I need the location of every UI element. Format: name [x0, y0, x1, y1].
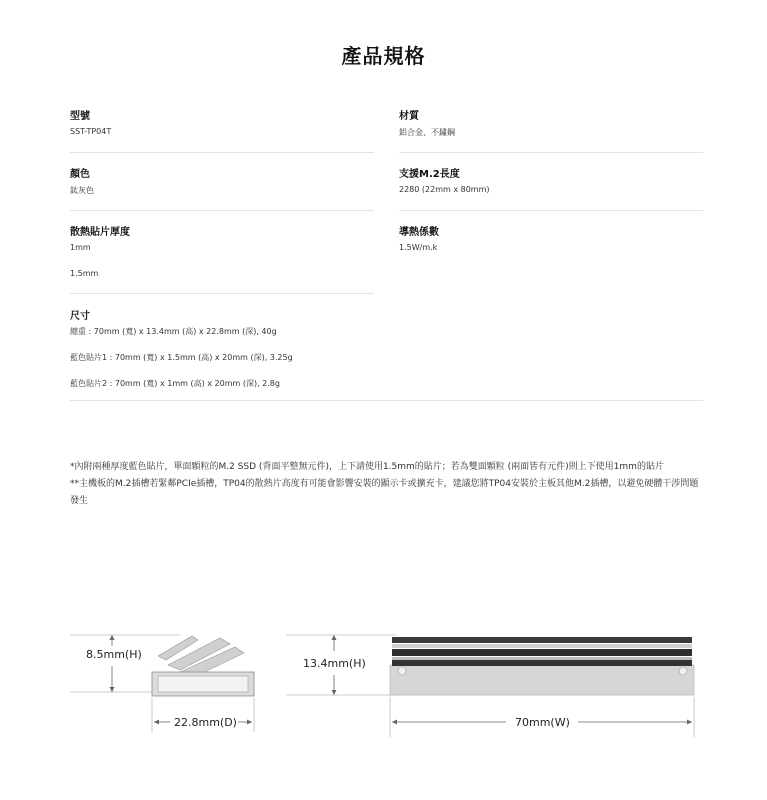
spec-label: 尺寸: [70, 311, 90, 322]
divider: [70, 293, 374, 294]
spec-value: 2280 (22mm x 80mm): [399, 185, 490, 194]
front-height-label: 13.4mm(H): [303, 657, 366, 670]
spec-dimensions: [70, 307, 293, 388]
heatsink-side-diagram: [70, 620, 270, 750]
spec-value: 藍色貼片1 : 70mm (寬) x 1.5mm (高) x 20mm (深), 3.25g: [70, 353, 293, 362]
spec-label: 散熱貼片厚度: [70, 227, 130, 238]
page-title: 產品規格: [341, 44, 426, 68]
spec-material: [399, 107, 455, 137]
spec-value: SST-TP04T: [70, 127, 112, 136]
spec-label: 顏色: [70, 169, 90, 180]
spec-value: 1mm: [70, 243, 91, 252]
divider: [399, 210, 703, 211]
spec-label: 材質: [399, 111, 419, 122]
spec-color: [70, 165, 94, 195]
heatsink-front-diagram: [286, 625, 706, 745]
spec-m2-length: [399, 165, 490, 194]
side-depth-label: 22.8mm(D): [174, 716, 237, 729]
note: *內附兩種厚度藍色貼片，單面顆粒的M.2 SSD (背面平整無元件)，上下請使用1.5mm的貼片；若為雙面顆粒 (兩面皆有元件)則上下使用1mm的貼片: [70, 462, 664, 472]
spec-label: 型號: [70, 111, 90, 122]
spec-value: 1.5W/m.k: [399, 243, 438, 252]
note: **主機板的M.2插槽若緊鄰PCIe插槽，TP04的散熱片高度有可能會影響安裝的顯示卡或擴充卡，建議您將TP04安裝於主板其他M.2插槽，以避免硬體干涉問題發生: [70, 479, 699, 506]
spec-model: [70, 107, 112, 136]
spec-value: 鋁合金、不鏽鋼: [399, 128, 455, 137]
notes: [70, 459, 706, 510]
divider: [70, 152, 374, 153]
spec-value: 1.5mm: [70, 269, 99, 278]
side-height-label: 8.5mm(H): [86, 648, 142, 661]
spec-label: 導熱係數: [399, 227, 439, 238]
spec-label: 支援M.2長度: [399, 169, 460, 180]
spec-value: 總重 : 70mm (寬) x 13.4mm (高) x 22.8mm (深), 40g: [70, 327, 277, 336]
divider: [70, 400, 703, 401]
spec-value: 藍色貼片2 : 70mm (寬) x 1mm (高) x 20mm (深), 2.8g: [70, 379, 280, 388]
front-width-label: 70mm(W): [515, 716, 570, 729]
spec-pad-thickness: [70, 223, 130, 278]
spec-thermal-conductivity: [399, 223, 439, 252]
spec-value: 鈦灰色: [70, 186, 94, 195]
divider: [70, 210, 374, 211]
divider: [399, 152, 703, 153]
